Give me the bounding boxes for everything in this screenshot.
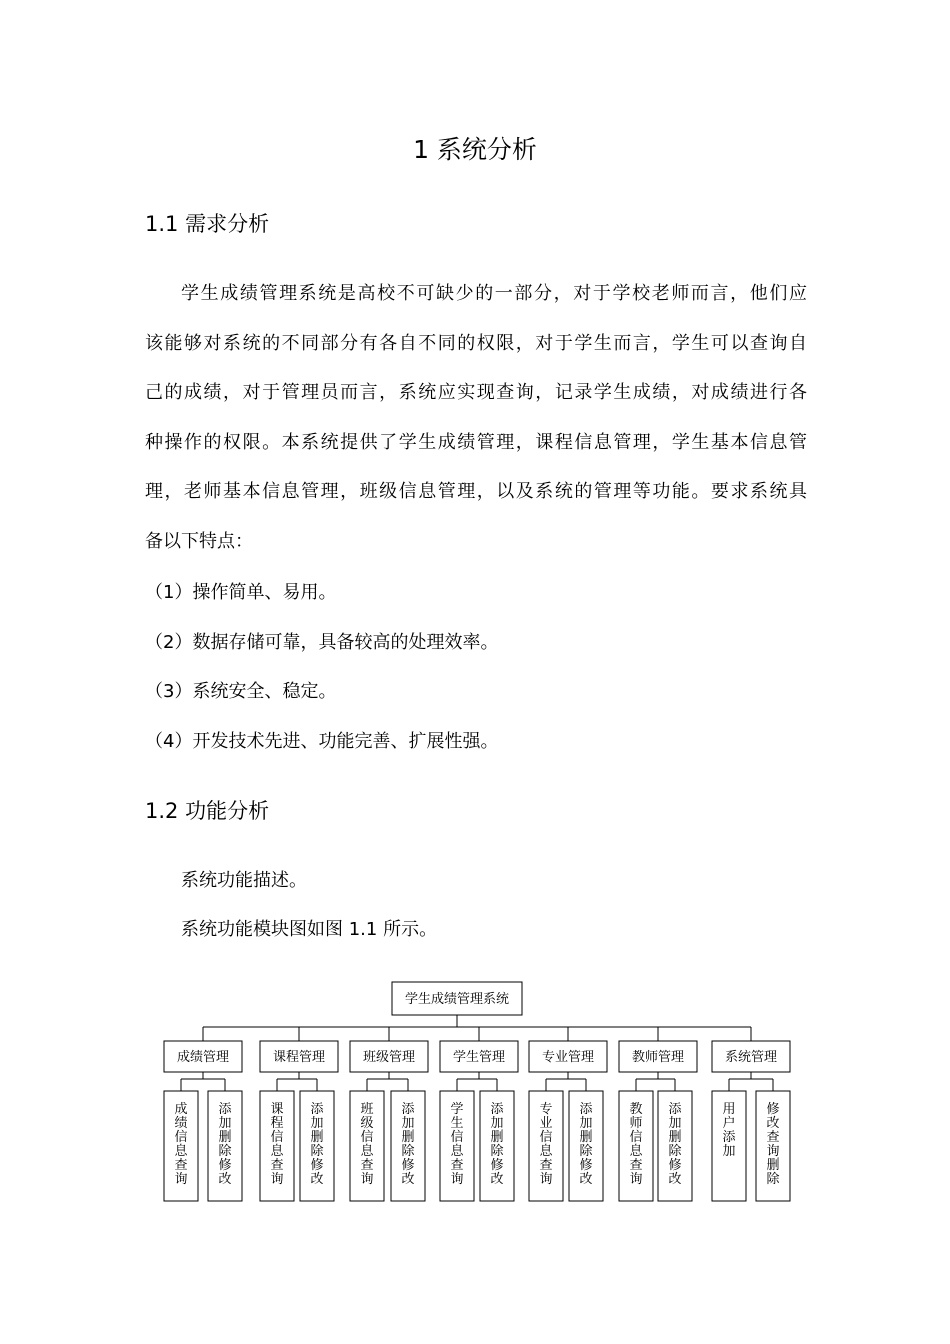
child-label: 添加删除修改 [579,1102,593,1187]
child-label: 课程信息查询 [270,1102,284,1187]
feature-item: （1）操作简单、易用。 [145,582,337,603]
child-label: 成绩信息查询 [174,1102,188,1187]
child-label: 教师信息查询 [629,1102,643,1187]
child-label: 专业信息查询 [539,1102,553,1187]
child-label: 添加删除修改 [401,1102,415,1187]
child-label: 学生信息查询 [450,1102,464,1187]
child-label: 添加删除修改 [668,1102,682,1187]
module-label: 班级管理 [362,1050,416,1065]
figure-reference: 系统功能模块图如图 1.1 所示。 [181,919,438,940]
chapter-title: 1 系统分析 [413,135,537,164]
module-label: 成绩管理 [176,1050,230,1065]
child-label: 修改查询删除 [766,1102,780,1187]
paragraph-line: 学生成绩管理系统是高校不可缺少的一部分，对于学校老师而言，他们应 [181,283,807,304]
paragraph-line: 该能够对系统的不同部分有各自不同的权限，对于学生而言，学生可以查询自 [145,332,807,354]
section-title-functions: 1.2 功能分析 [145,799,270,823]
child-label: 添加删除修改 [490,1102,504,1187]
function-description: 系统功能描述。 [181,870,307,891]
module-label: 系统管理 [724,1050,778,1065]
child-label: 用户添加 [722,1102,736,1159]
child-label: 班级信息查询 [360,1102,374,1187]
feature-item: （3）系统安全、稳定。 [145,681,337,702]
paragraph-line: 备以下特点： [145,530,253,552]
paragraph-line: 理，老师基本信息管理，班级信息管理，以及系统的管理等功能。要求系统具 [145,481,807,503]
child-label: 添加删除修改 [310,1102,324,1187]
module-label: 专业管理 [541,1050,595,1065]
module-label: 教师管理 [631,1050,685,1065]
section-title-requirements: 1.1 需求分析 [145,212,270,236]
paragraph-line: 种操作的权限。本系统提供了学生成绩管理，课程信息管理，学生基本信息管 [145,431,807,453]
feature-item: （2）数据存储可靠，具备较高的处理效率。 [145,632,499,653]
feature-item: （4）开发技术先进、功能完善、扩展性强。 [145,731,499,752]
child-label: 添加删除修改 [218,1102,232,1187]
module-label: 课程管理 [272,1050,326,1065]
root-label: 学生成绩管理系统 [404,992,510,1007]
module-label: 学生管理 [452,1050,506,1065]
paragraph-line: 己的成绩，对于管理员而言，系统应实现查询，记录学生成绩，对成绩进行各 [145,382,807,404]
